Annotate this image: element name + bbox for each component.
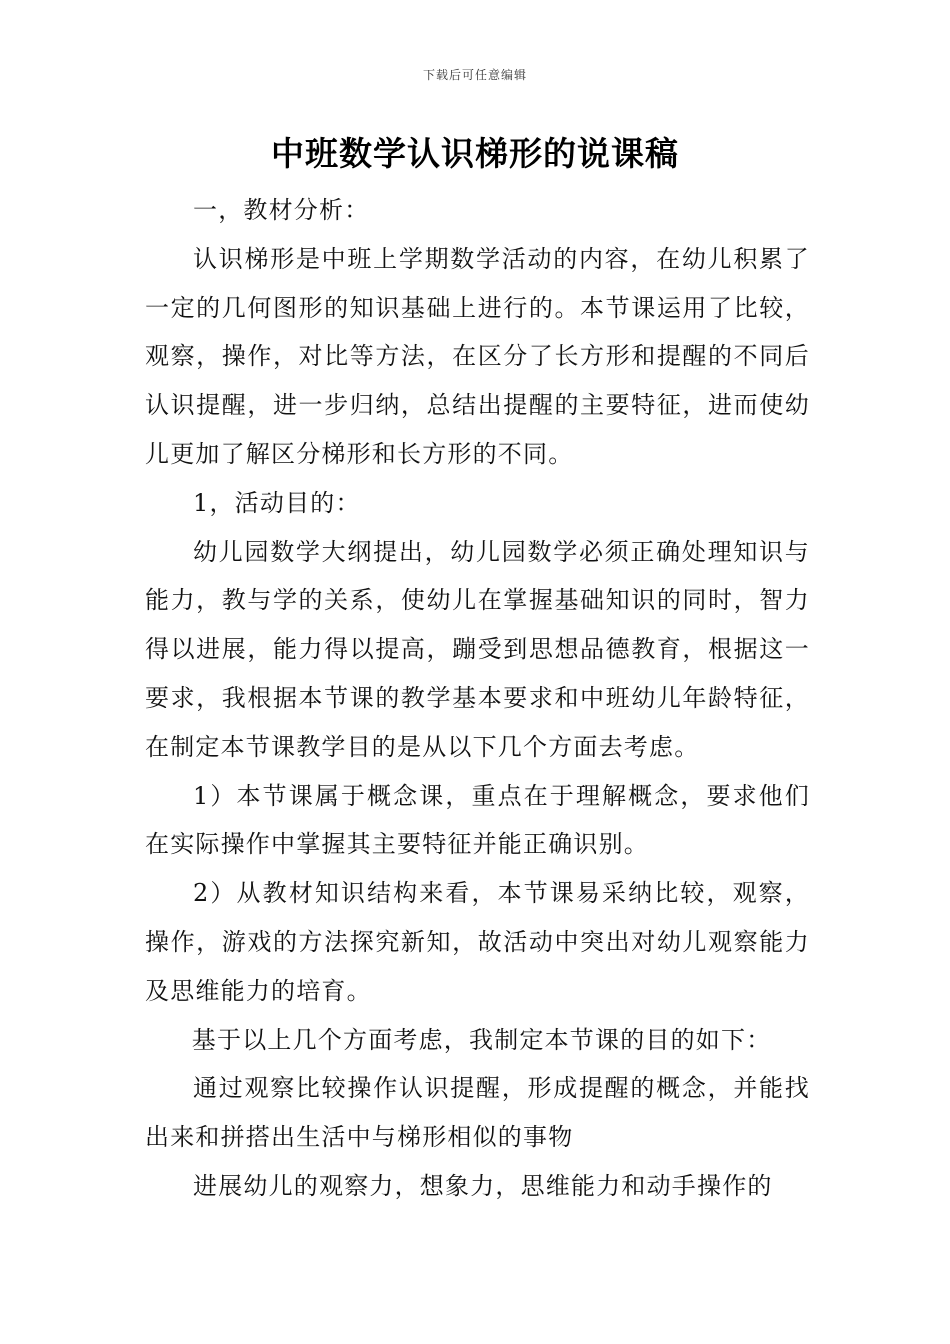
paragraph-objective-2: 进展幼儿的观察力，想象力，思维能力和动手操作的 — [193, 1171, 773, 1200]
section-heading-materials: 一，教材分析： — [193, 196, 370, 224]
paragraph-objective-1: 通过观察比较操作认识提醒，形成提醒的概念，并能找出来和拼搭出生活中与梯形相似的事物 — [145, 1074, 810, 1152]
header-note: 下载后可任意编辑 — [422, 68, 527, 82]
paragraph-point-2: 2）从教材知识结构来看，本节课易采纳比较，观察，操作，游戏的方法探究新知，故活动中突出对幼儿观察能力及思维能力的培育。 — [145, 879, 810, 1005]
document-body — [145, 186, 810, 1211]
paragraph-point-1: 1）本节课属于概念课，重点在于理解概念，要求他们在实际操作中掌握其主要特征并能正确识别。 — [145, 781, 810, 859]
section-heading-objectives: 1，活动目的： — [193, 488, 361, 517]
paragraph-curriculum-requirements: 幼儿园数学大纲提出，幼儿园数学必须正确处理知识与能力，教与学的关系，使幼儿在掌握基础知识的同时，智力得以进展，能力得以提高，蹦受到思想品德教育，根据这一要求，我根据本节课的教学基本要求和中班幼儿年龄特征，在制定本节课教学目的是从以下几个方面去考虑。 — [145, 537, 810, 761]
paragraph-materials-analysis: 认识梯形是中班上学期数学活动的内容，在幼儿积累了一定的几何图形的知识基础上进行的。本节课运用了比较，观察，操作，对比等方法，在区分了长方形和提醒的不同后认识提醒，进一步归纳，总结出提醒的主要特征，进而使幼儿更加了解区分梯形和长方形的不同。 — [145, 244, 810, 468]
document-title: 中班数学认识梯形的说课稿 — [271, 134, 679, 173]
paragraph-objectives-intro: 基于以上几个方面考虑，我制定本节课的目的如下： — [191, 1025, 772, 1054]
